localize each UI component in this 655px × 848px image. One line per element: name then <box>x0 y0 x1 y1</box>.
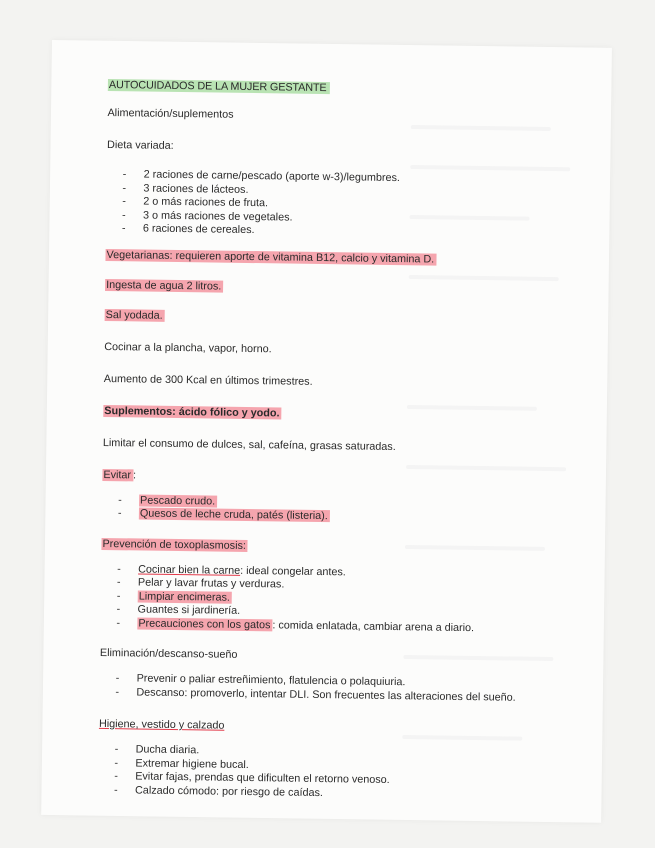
list-item: - 3 raciones de lácteos. <box>122 181 249 196</box>
list-item: - Cocinar bien la carne: ideal congelar antes. <box>117 562 346 578</box>
bullet-dash: - <box>117 507 122 520</box>
aumento-note: Aumento de 300 Kcal en últimos trimestres. <box>103 372 313 388</box>
list-item: - Quesos de leche cruda, patés (listeria). <box>117 507 328 523</box>
evitar-label: Evitar : <box>103 468 137 481</box>
section-heading-alimentacion: Alimentación/suplementos <box>107 106 234 121</box>
bullet-dash: - <box>116 603 121 616</box>
bullet-dash: - <box>122 181 127 194</box>
dieta-list <box>106 168 567 242</box>
list-item: - Guantes si jardinería. <box>116 603 241 617</box>
bullet-dash: - <box>116 589 121 602</box>
list-item: - 2 raciones de carne/pescado (aporte w-3)/legumbres. <box>122 168 400 185</box>
list-item: - Calzado cómodo: por riesgo de caídas. <box>113 783 323 799</box>
title-highlight: AUTOCUIDADOS DE LA MUJER GESTANTE <box>108 79 330 94</box>
bullet-dash: - <box>114 743 119 756</box>
bullet-dash: - <box>114 756 119 769</box>
toxo-list <box>100 562 561 636</box>
list-item: - Descanso: promoverlo, intentar DLI. Son frecuentes las alteraciones del sueño. <box>115 685 516 704</box>
bullet-dash: - <box>116 576 121 589</box>
limitar-note: Limitar el consumo de dulces, sal, cafeína, grasas saturadas. <box>102 436 396 453</box>
vegetarianas-note: Vegetarianas: requieren aporte de vitamina B12, calcio y vitamina D. <box>106 248 435 266</box>
agua-note: Ingesta de agua 2 litros. <box>106 278 222 293</box>
cocinar-note: Cocinar a la plancha, vapor, horno. <box>104 340 272 355</box>
bullet-dash: - <box>114 770 118 783</box>
list-item: - 6 raciones de cereales. <box>121 222 255 237</box>
bullet-dash: - <box>115 685 120 698</box>
higiene-list <box>98 743 559 803</box>
bullet-dash: - <box>115 672 120 685</box>
bullet-dash: - <box>122 195 126 208</box>
bullet-dash: - <box>122 208 126 221</box>
list-item: - 3 o más raciones de vegetales. <box>122 208 293 224</box>
list-item: - Ducha diaria. <box>114 743 200 757</box>
bullet-dash: - <box>117 562 121 575</box>
sal-note: Sal yodada. <box>105 308 163 322</box>
section-heading-eliminacion: Eliminación/descanso-sueño <box>99 646 238 661</box>
list-item: - Evitar fajas, prendas que dificulten el retorno venoso. <box>114 770 390 787</box>
bullet-dash: - <box>113 783 118 796</box>
section-heading-higiene: Higiene, vestido y calzado <box>98 717 225 732</box>
list-item: - Pelar y lavar frutas y verduras. <box>116 576 285 591</box>
list-item: - 2 o más raciones de fruta. <box>122 195 269 210</box>
list-item: - Precauciones con los gatos : comida enlatada, cambiar arena a diario. <box>116 616 475 634</box>
suplementos-note: Suplementos: ácido fólico y yodo. <box>104 404 280 419</box>
bullet-dash: - <box>116 616 121 629</box>
list-item: - Extremar higiene bucal. <box>114 756 249 771</box>
bullet-dash: - <box>122 168 127 181</box>
list-item: - Prevenir o paliar estreñimiento, flatulencia o polaquiuria. <box>115 672 406 689</box>
list-item: - Limpiar encimeras. <box>116 589 231 604</box>
dieta-label: Dieta variada: <box>106 138 174 152</box>
toxo-label: Prevención de toxoplasmosis: <box>102 537 247 552</box>
bullet-dash: - <box>121 222 126 235</box>
document-content <box>98 78 568 803</box>
list-item: - Pescado crudo. <box>118 493 216 508</box>
bullet-dash: - <box>118 493 122 506</box>
